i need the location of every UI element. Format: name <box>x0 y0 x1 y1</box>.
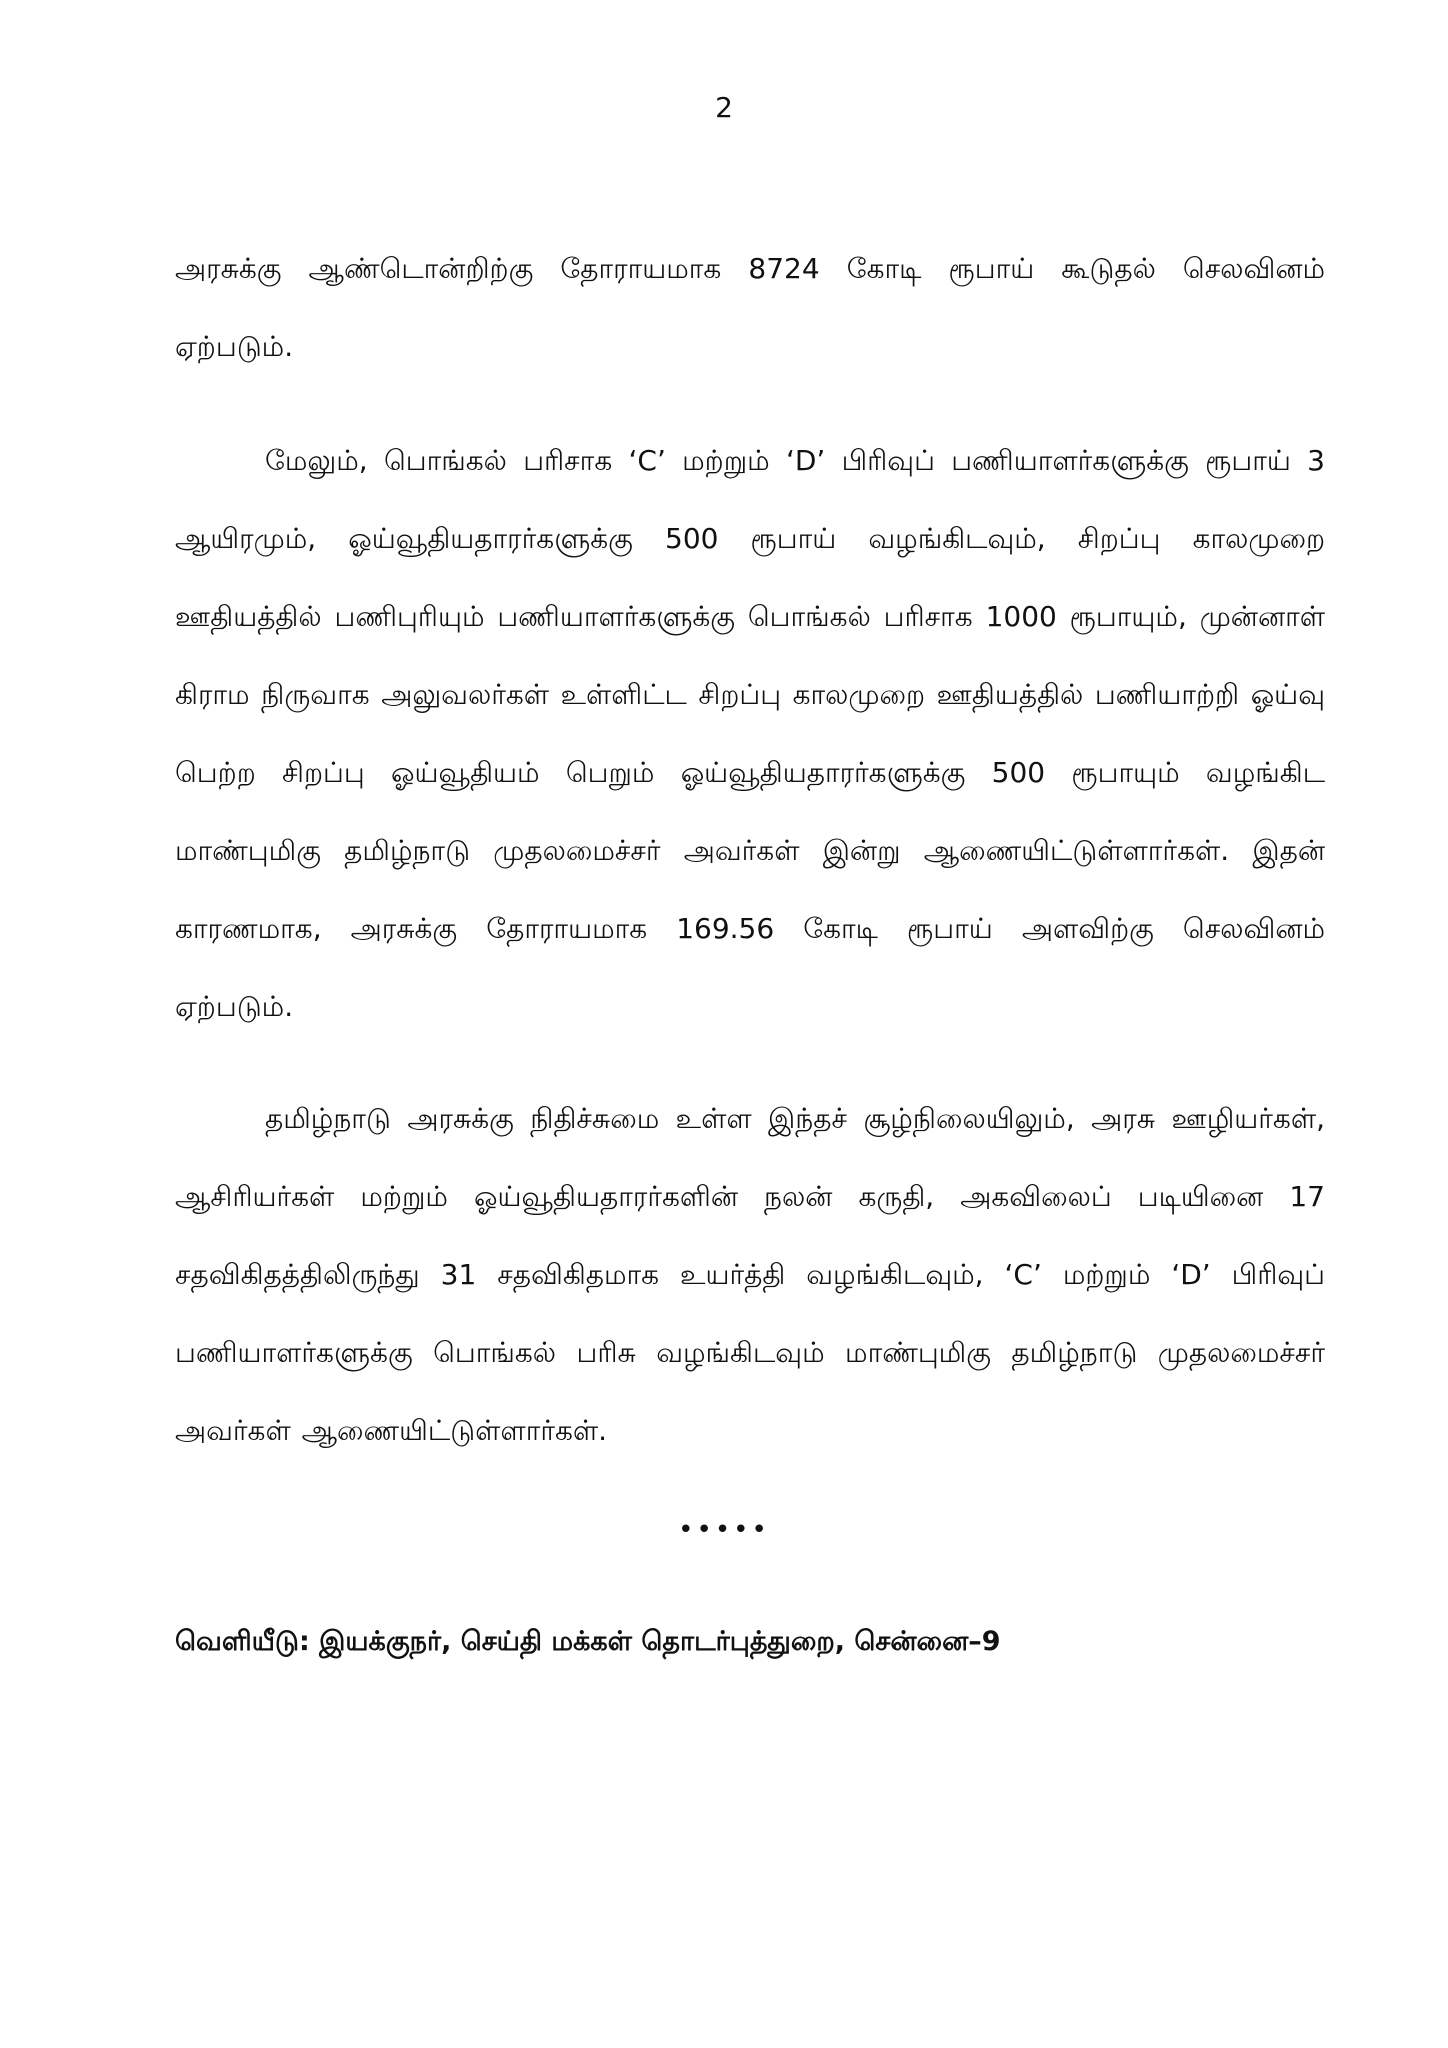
publisher-footer: வெளியீடு: இயக்குநர், செய்தி மக்கள் தொடர்புத்துறை, சென்னை–9 <box>175 1626 1001 1657</box>
paragraph-pongal-gift: மேலும், பொங்கல் பரிசாக ‘C’ மற்றும் ‘D’ பிரிவுப் பணியாளர்களுக்கு ரூபாய் 3 ஆயிரமும், ஓய்வூதியதாரர்களுக்கு 500 ரூபாய் வழங்கிடவும், சிறப்பு காலமுறை ஊதியத்தில் பணிபுரியும் பணியாளர்களுக்கு பொங்கல் பரிசாக 1000 ரூபாயும், முன்னாள் கிராம நிருவாக அலுவலர்கள் உள்ளிட்ட சிறப்பு காலமுறை ஊதியத்தில் பணியாற்றி ஓய்வு பெற்ற சிறப்பு ஓய்வூதியம் பெறும் ஓய்வூதியதாரர்களுக்கு 500 ரூபாயும் வழங்கிட மாண்புமிகு தமிழ்நாடு முதலமைச்சர் அவர்கள் இன்று ஆணையிட்டுள்ளார்கள். இதன் காரணமாக, அரசுக்கு தோராயமாக 169.56 கோடி ரூபாய் அளவிற்கு செலவினம் ஏற்படும். <box>175 444 1325 1023</box>
section-separator: ••••• <box>678 1515 770 1545</box>
paragraph-expenditure: அரசுக்கு ஆண்டொன்றிற்கு தோராயமாக 8724 கோடி ரூபாய் கூடுதல் செலவினம் ஏற்படும். <box>175 252 1325 363</box>
page-number: 2 <box>715 91 733 124</box>
paragraph-dearness-allowance: தமிழ்நாடு அரசுக்கு நிதிச்சுமை உள்ள இந்தச் சூழ்நிலையிலும், அரசு ஊழியர்கள், ஆசிரியர்கள் மற்றும் ஓய்வூதியதாரர்களின் நலன் கருதி, அகவிலைப் படியினை 17 சதவிகிதத்திலிருந்து 31 சதவிகிதமாக உயர்த்தி வழங்கிடவும், ‘C’ மற்றும் ‘D’ பிரிவுப் பணியாளர்களுக்கு பொங்கல் பரிசு வழங்கிடவும் மாண்புமிகு தமிழ்நாடு முதலமைச்சர் அவர்கள் ஆணையிட்டுள்ளார்கள். <box>175 1102 1325 1447</box>
